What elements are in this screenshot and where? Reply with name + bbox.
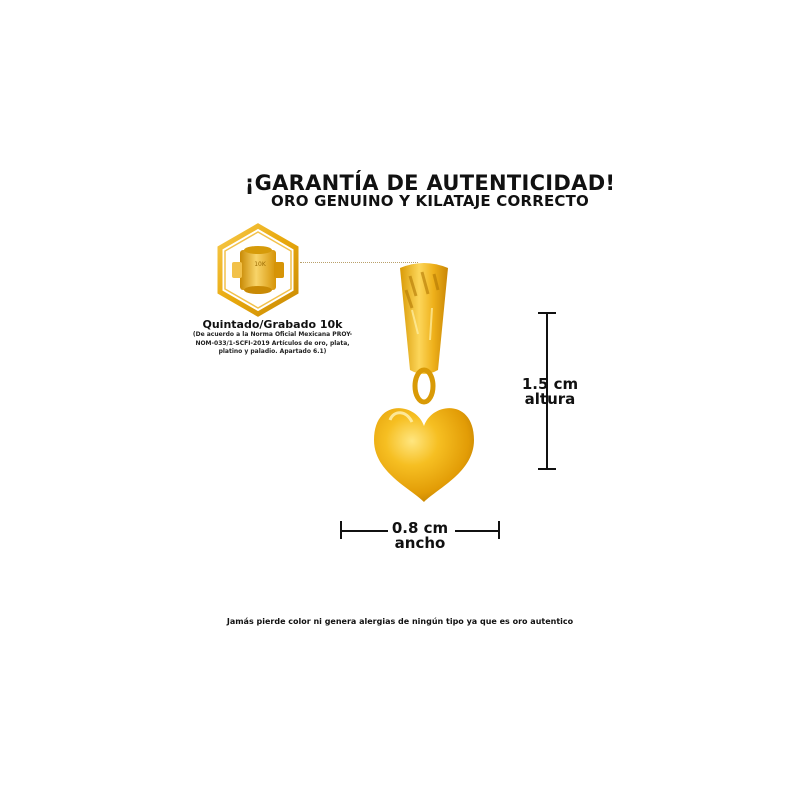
height-value: 1.5 cm <box>521 375 579 393</box>
hexagon-badge-icon <box>216 222 300 318</box>
height-dimension-label <box>510 377 590 407</box>
headline-title: ¡GARANTÍA DE AUTENTICIDAD! <box>244 171 616 195</box>
engraving-note: (De acuerdo a la Norma Oficial Mexicana PROY-NOM-033/1-SCFI-2019 Artículos de oro, plata, platino y paladio. Apartado 6.1) <box>192 331 353 355</box>
width-value: 0.8 cm <box>391 519 449 537</box>
height-dimension-cap-bottom <box>538 468 556 470</box>
width-dimension-label <box>370 521 470 551</box>
engraving-title: Quintado/Grabado 10k <box>202 318 343 331</box>
footer-note: Jamás pierde color ni genera alergias de ningún tipo ya que es oro autentico <box>226 617 574 626</box>
width-label: ancho <box>394 534 446 552</box>
headline-subtitle: ORO GENUINO Y KILATAJE CORRECTO <box>271 192 589 210</box>
stamp-text: 10K <box>254 261 266 268</box>
heart-pendant-icon <box>360 250 490 520</box>
height-label: altura <box>524 390 576 408</box>
width-dimension-cap-right <box>498 521 500 539</box>
